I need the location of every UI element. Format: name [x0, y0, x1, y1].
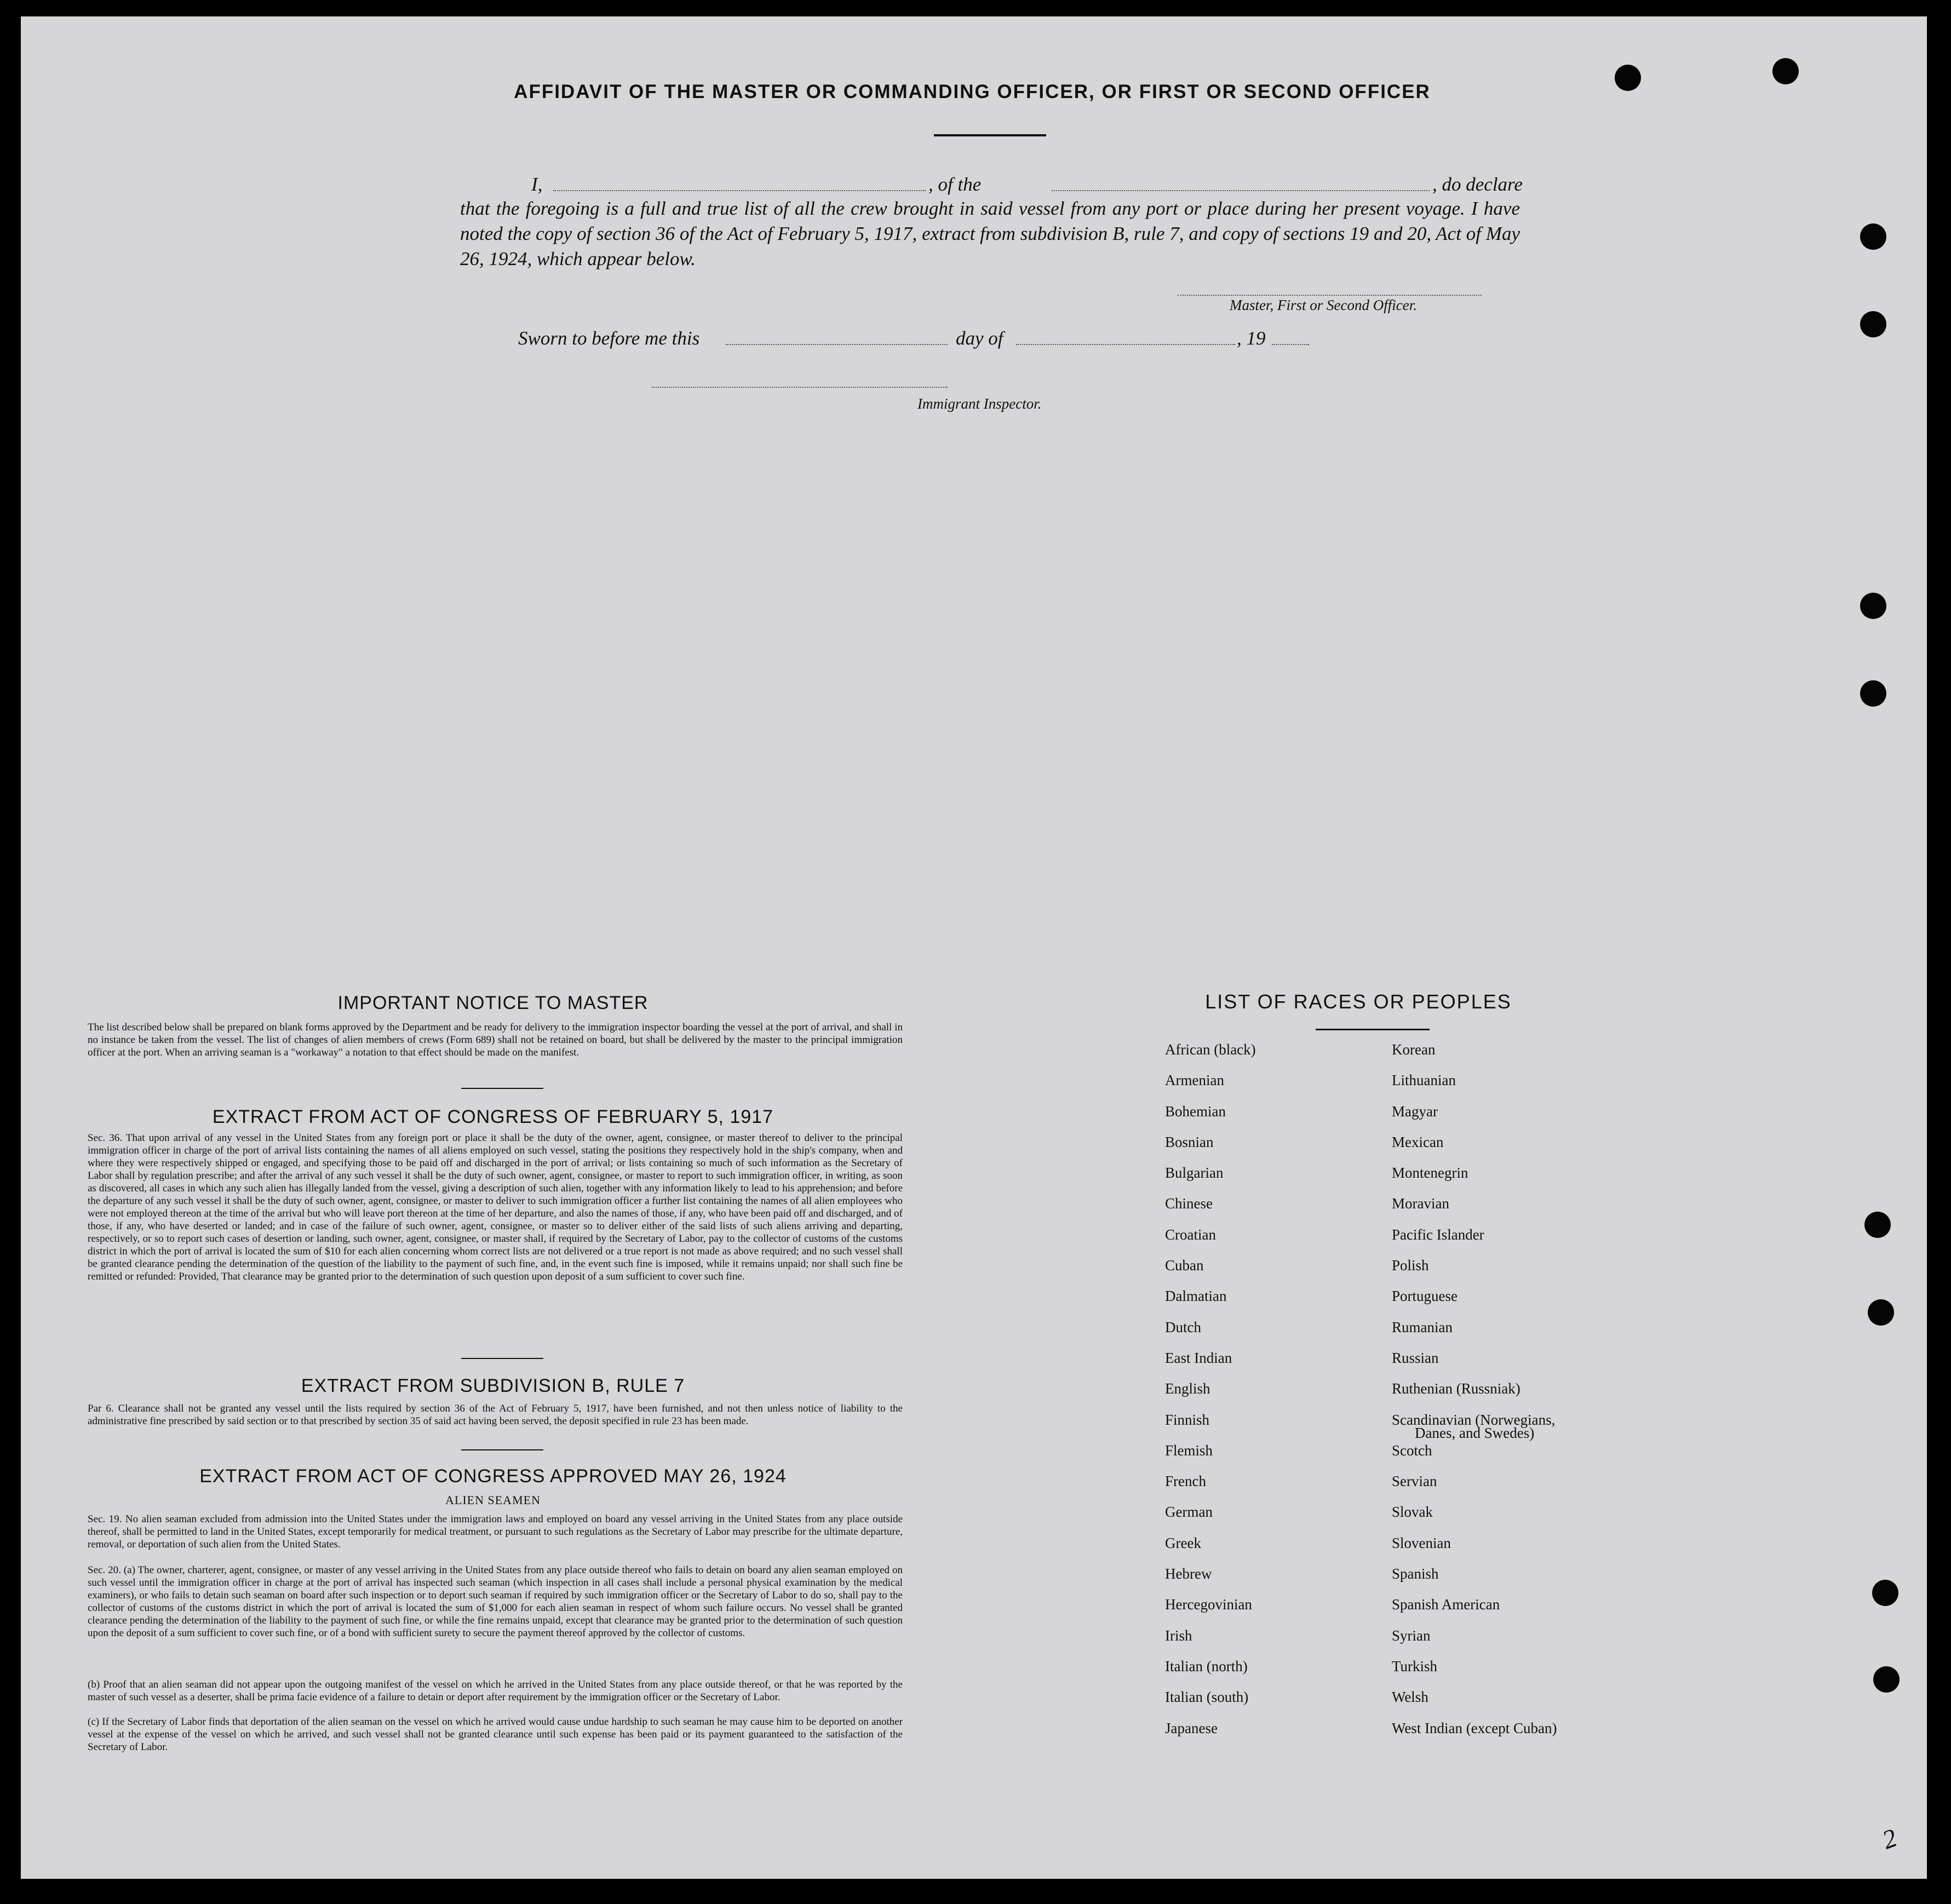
punch-hole-2 — [1772, 58, 1799, 84]
extract-1917-body: Sec. 36. That upon arrival of any vessel in the United States from any foreign port or place it shall be the duty of the owner, agent, consignee, or master thereof to deliver to the principal immigration officer in charge of the port of arrival lists containing the names of all aliens employed on such vessel, stating the positions they respectively hold in the ship's company, when and where they were respectively shipped or engaged, and specifying those to be paid off and discharged in the port of arrival; or lists containing so much of such information as the Secretary of Labor shall by regulation prescribe; and after the arrival of any such vessel it shall be the duty of such owner, agent, consignee, or master to report to such immigration officer, in writing, as soon as discovered, all cases in which any such alien has illegally landed from the vessel, giving a description of such alien, together with any information likely to lead to his apprehension; and before the departure of any such vessel it shall be the duty of such owner, agent, consignee, or master to deliver to such immigration officer a further list containing the names of all alien employees who were not employed thereon at the time of the arrival but who will leave port thereon at the time of her departure, and also the names of those, if any, who have been paid off and discharged, and of those, if any, who have deserted or landed; and in case of the failure of such owner, agent, consignee, or master so to deliver either of the said lists of such aliens arriving and departing, respectively, or so to report such cases of desertion or landing, such owner, agent, consignee, or master shall, if required by the Secretary of Labor, pay to the collector of customs of the customs district in which the port of arrival is located the sum of $10 for each alien concerning whom correct lists are not delivered or a true report is not made as above required; and no such vessel shall be granted clearance pending the determination of the question of the liability to the payment of such fine, and, in the event such fine is imposed, while it remains unpaid; nor shall such fine be remitted or refunded: Provided, That clearance may be granted prior to the determination of such question upon deposit of a sum sufficient to cover such fine. — [88, 1132, 903, 1282]
inspector-label: Immigrant Inspector. — [917, 395, 1042, 412]
race-item: Dalmatian — [1165, 1288, 1227, 1305]
race-item: Bohemian — [1165, 1103, 1226, 1120]
race-item: Armenian — [1165, 1072, 1224, 1089]
race-item: Korean — [1392, 1041, 1436, 1058]
alien-seamen-subtitle: ALIEN SEAMEN — [445, 1493, 541, 1507]
sworn-prefix: Sworn to before me this — [518, 328, 700, 349]
race-item: West Indian (except Cuban) — [1392, 1719, 1557, 1736]
punch-hole-6 — [1860, 680, 1886, 707]
sec-20a-text: Sec. 20. (a) The owner, charterer, agent, consignee, or master of any vessel arriving in the United States from any place outside thereof who fails to detain on board any alien seaman employed on such vessel until the immigration officer in charge at the port of arrival has inspected such seaman (which inspection in all cases shall include a personal physical examination by the medical examiners), or who fails to detain such seaman on board after such inspection or to deport such seaman if required by such immigration officer or the Secretary of Labor to do so, shall pay to the collector of customs of the customs district in which the port of arrival is located the sum of $1,000 for each alien seaman in respect of whom such failure occurs. No vessel shall be granted clearance pending the determination of the liability to the payment of such fine, or while the fine remains unpaid, except that clearance may be granted prior to the determination of such question upon the deposit of a sum sufficient to cover such fine, or of a bond with sufficient surety to secure the payment thereof approved by the collector of customs. — [88, 1564, 903, 1639]
affidavit-title: AFFIDAVIT OF THE MASTER OR COMMANDING OFFICER, OR FIRST OR SECOND OFFICER — [514, 81, 1431, 102]
race-item: Flemish — [1165, 1442, 1213, 1459]
race-item: Bulgarian — [1165, 1165, 1224, 1182]
race-item: East Indian — [1165, 1349, 1232, 1366]
race-item: Portuguese — [1392, 1288, 1457, 1305]
race-item: Chinese — [1165, 1195, 1213, 1212]
race-item: Spanish American — [1392, 1596, 1500, 1613]
race-item: Bosnian — [1165, 1133, 1214, 1150]
declarant-prefix: I, — [531, 174, 543, 195]
race-item: Spanish — [1392, 1565, 1439, 1582]
sec-20b-text: (b) Proof that an alien seaman did not appear upon the outgoing manifest of the vessel on which he arrived in the United States from any place outside thereof, or that he was reported by the master of such vessel as a deserter, shall be prima facie evidence of a failure to detain or deport after requirement by the immigration officer or the Secretary of Labor. — [88, 1679, 903, 1703]
signature-label: Master, First or Second Officer. — [1230, 297, 1417, 313]
extract-rule7-body: Par 6. Clearance shall not be granted any vessel until the lists required by section 36 of the Act of February 5, 1917, have been furnished, and not then unless notice of liability to the administrative fine prescribed by said section or to that prescribed by section 35 of said act having been served, the deposit specified in rule 23 has been made. — [88, 1403, 903, 1427]
race-item: Ruthenian (Russniak) — [1392, 1380, 1520, 1397]
race-item: Scotch — [1392, 1442, 1432, 1459]
race-item: Irish — [1165, 1627, 1192, 1644]
race-item: Rumanian — [1392, 1318, 1453, 1335]
affidavit-title-rule — [934, 134, 1046, 136]
divider-3 — [461, 1449, 543, 1450]
race-item-continued: Danes, and Swedes) — [1415, 1424, 1535, 1441]
sworn-year-label: , 19 — [1237, 328, 1266, 349]
punch-hole-3 — [1860, 223, 1886, 250]
race-item: Hercegovinian — [1165, 1596, 1252, 1613]
extract-1924-title: EXTRACT FROM ACT OF CONGRESS APPROVED MAY 26, 1924 — [199, 1466, 787, 1487]
race-item: Lithuanian — [1392, 1072, 1456, 1089]
do-declare-label: , do declare — [1432, 174, 1523, 195]
race-item: Japanese — [1165, 1719, 1218, 1736]
declarant-name-field[interactable] — [553, 190, 926, 191]
notice-body: The list described below shall be prepared on blank forms approved by the Department and be ready for delivery to the immigration inspector boarding the vessel at the port of arrival, and shall in no instance be taken from the vessel. The list of changes of alien members of crews (Form 689) shall not be retained on board, but shall be delivered by the master to the principal immigration officer at the port. When an arriving seaman is a "workaway" a notation to that effect should be made on the manifest. — [88, 1022, 903, 1058]
punch-hole-9 — [1872, 1580, 1898, 1606]
race-item-scandinavian — [1392, 1411, 1557, 1442]
race-item: Syrian — [1392, 1627, 1431, 1644]
race-item: African (black) — [1165, 1041, 1256, 1058]
race-item: Montenegrin — [1392, 1165, 1468, 1182]
sworn-day-field[interactable] — [726, 344, 948, 345]
race-item: Russian — [1392, 1349, 1439, 1366]
inspector-signature-field[interactable] — [652, 387, 948, 388]
extract-rule7-title: EXTRACT FROM SUBDIVISION B, RULE 7 — [301, 1375, 685, 1396]
sec-20c-text: (c) If the Secretary of Labor finds that deportation of the alien seaman on the vessel on which he arrived would cause undue hardship to such seaman he may cause him to be deported on another vessel at the expense of the vessel on which he arrived, and such vessel shall not be granted clearance until such expense has been paid or its payment guaranteed to the satisfaction of the Secretary of Labor. — [88, 1716, 903, 1753]
sworn-year-field[interactable] — [1272, 344, 1309, 345]
races-left-column — [1165, 1041, 1256, 1750]
page-number-mark: 2 — [1878, 1823, 1901, 1855]
race-item: Slovenian — [1392, 1534, 1451, 1551]
officer-signature-field[interactable] — [1178, 295, 1482, 296]
punch-hole-7 — [1864, 1212, 1891, 1238]
race-item: Hebrew — [1165, 1565, 1212, 1582]
race-item: Mexican — [1392, 1133, 1444, 1150]
vessel-name-field[interactable] — [1052, 190, 1430, 191]
punch-hole-4 — [1860, 311, 1886, 337]
divider-1 — [461, 1088, 543, 1089]
notice-title: IMPORTANT NOTICE TO MASTER — [337, 993, 649, 1013]
race-item: Moravian — [1392, 1195, 1449, 1212]
race-item: Italian (south) — [1165, 1689, 1249, 1706]
race-item: Croatian — [1165, 1226, 1216, 1243]
race-item: Italian (north) — [1165, 1658, 1248, 1674]
race-item: Finnish — [1165, 1411, 1210, 1428]
race-item: Turkish — [1392, 1658, 1438, 1674]
sworn-day-of-label: day of — [956, 328, 1003, 349]
race-item: Dutch — [1165, 1318, 1201, 1335]
race-item: Welsh — [1392, 1689, 1428, 1706]
race-item: Pacific Islander — [1392, 1226, 1484, 1243]
race-item: Polish — [1392, 1257, 1429, 1274]
of-the-label: , of the — [928, 174, 982, 195]
race-item: Cuban — [1165, 1257, 1204, 1274]
divider-2 — [461, 1358, 543, 1359]
sworn-month-field[interactable] — [1016, 344, 1235, 345]
race-item: Greek — [1165, 1534, 1201, 1551]
punch-hole-10 — [1873, 1666, 1900, 1693]
races-title: LIST OF RACES OR PEOPLES — [1205, 990, 1512, 1013]
races-right-column — [1392, 1041, 1557, 1750]
race-item: German — [1165, 1504, 1213, 1521]
punch-hole-5 — [1860, 593, 1886, 619]
race-item: English — [1165, 1380, 1210, 1397]
race-item: Servian — [1392, 1473, 1437, 1490]
declaration-line — [493, 171, 1528, 196]
punch-hole-8 — [1868, 1299, 1894, 1326]
sec-19-text: Sec. 19. No alien seaman excluded from admission into the United States under the immigration laws and employed on board any vessel arriving in the United States from any place outside thereof, shall be permitted to land in the United States, except temporarily for medical treatment, or pursuant to such regulations as the Secretary of Labor may prescribe for the ultimate departure, removal, or deportation of such alien from the United States. — [88, 1513, 903, 1550]
races-title-rule — [1316, 1029, 1430, 1030]
race-item: Scandinavian (Norwegians, — [1392, 1411, 1556, 1428]
race-item: Magyar — [1392, 1103, 1438, 1120]
race-item: French — [1165, 1473, 1206, 1490]
affidavit-body: that the foregoing is a full and true list of all the crew brought in said vessel from any port or place during her present voyage. I have noted the copy of section 36 of the Act of February 5, 1917, extract from subdivision B, rule 7, and copy of sections 19 and 20, Act of May 26, 1924, which appear below. — [460, 198, 1520, 269]
race-item: Slovak — [1392, 1504, 1433, 1521]
extract-1917-title: EXTRACT FROM ACT OF CONGRESS OF FEBRUARY 5, 1917 — [212, 1106, 774, 1127]
